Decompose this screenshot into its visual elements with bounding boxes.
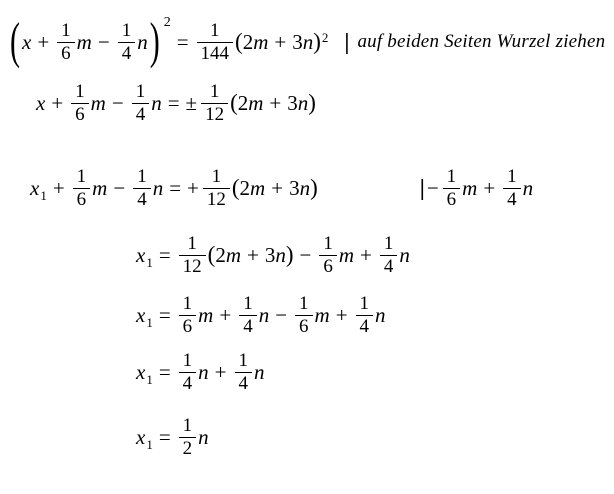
fraction-denominator: 6: [295, 315, 313, 337]
index-subscript: 1: [146, 371, 153, 387]
math-variable: n: [275, 242, 286, 267]
math-variable: x: [36, 90, 46, 115]
big-open-paren-glyph: (: [10, 13, 20, 70]
math-variable: n: [258, 302, 270, 327]
math-variable: m: [198, 302, 214, 327]
close-paren: ): [308, 90, 316, 115]
math-fraction: [503, 167, 521, 210]
fraction-numerator: 1: [135, 80, 146, 102]
big-close-paren: [148, 13, 171, 70]
math-variable: [136, 360, 153, 385]
math-variable: m: [225, 242, 242, 267]
index-subscript: 1: [40, 187, 47, 203]
equation-line-6: [136, 346, 614, 398]
fraction-denominator: 4: [380, 255, 398, 277]
fraction-numerator: 1: [359, 292, 370, 314]
math-fraction: [118, 21, 136, 64]
math-variable: m: [92, 175, 108, 200]
math-variable-text: x: [136, 302, 146, 327]
fraction-numerator: 1: [209, 80, 220, 102]
math-operator: +: [335, 302, 348, 327]
fraction-numerator: 1: [75, 80, 85, 102]
fraction-denominator: 12: [179, 255, 206, 277]
math-fraction: [73, 167, 91, 210]
fraction-numerator: 1: [210, 19, 220, 41]
fraction-denominator: 4: [239, 315, 257, 337]
math-variable: n: [198, 424, 209, 449]
math-sign: −: [426, 175, 439, 200]
math-variable: n: [522, 175, 534, 200]
close-paren: ): [310, 175, 318, 200]
math-variable: n: [198, 359, 209, 384]
big-close-paren-glyph: ): [149, 13, 160, 70]
math-number: 2: [237, 90, 249, 115]
equation-line-1: [8, 13, 614, 71]
math-variable: m: [462, 175, 478, 200]
math-variable: m: [250, 175, 266, 200]
math-variable: n: [399, 242, 410, 267]
fraction-numerator: 1: [323, 232, 333, 254]
fraction-numerator: 1: [76, 165, 87, 187]
math-variable: x: [22, 29, 32, 54]
math-operator: =: [167, 90, 180, 115]
fraction-numerator: 1: [137, 165, 147, 187]
fraction-numerator: 1: [211, 165, 222, 187]
math-operator: =: [158, 359, 171, 384]
math-sign: +: [187, 175, 199, 200]
math-operator: −: [299, 242, 312, 267]
fraction-denominator: 6: [73, 188, 91, 210]
math-operator: +: [483, 175, 496, 200]
math-variable-text: x: [136, 359, 146, 384]
fraction-numerator: 1: [243, 292, 253, 314]
math-fraction: [179, 351, 197, 394]
math-operator: +: [37, 29, 50, 54]
math-fraction: [57, 21, 75, 64]
fraction-denominator: 6: [179, 315, 197, 337]
math-variable: n: [254, 359, 265, 384]
math-operator: +: [52, 175, 65, 200]
math-fraction: [235, 351, 253, 394]
math-variable: n: [151, 90, 162, 115]
fraction-denominator: 12: [203, 188, 230, 210]
math-variable-text: x: [136, 242, 146, 267]
exponent-superscript: 2: [321, 30, 329, 45]
equation-line-3: [30, 162, 614, 214]
fraction-denominator: 4: [356, 315, 374, 337]
math-operator: =: [158, 302, 171, 327]
equation-line-4: [136, 229, 614, 281]
math-fraction: [380, 234, 398, 277]
math-variable: n: [297, 90, 309, 115]
math-variable: m: [248, 90, 264, 115]
fraction-denominator: 4: [133, 188, 151, 210]
math-fraction: [295, 294, 313, 337]
math-operator: −: [275, 302, 288, 327]
math-variable: n: [299, 175, 311, 200]
math-operator: +: [360, 242, 372, 267]
fraction-denominator: 4: [503, 188, 521, 210]
fraction-denominator: 6: [443, 188, 461, 210]
open-paren: (: [230, 90, 238, 115]
index-subscript: 1: [146, 436, 153, 452]
fraction-denominator: 4: [132, 103, 150, 125]
math-variable: n: [375, 302, 386, 327]
fraction-denominator: 144: [197, 42, 234, 64]
math-variable-text: x: [136, 424, 146, 449]
condition-bar-icon: |: [419, 175, 425, 200]
fraction-denominator: 2: [179, 437, 197, 459]
math-fraction: [203, 167, 230, 210]
fraction-denominator: 6: [319, 255, 337, 277]
math-fraction: [356, 294, 374, 337]
equation-line-5: [136, 289, 614, 341]
math-operator: =: [158, 242, 171, 267]
math-fraction: [71, 82, 89, 125]
close-paren: ): [285, 242, 294, 267]
math-variable: m: [338, 242, 355, 267]
math-variable: [136, 303, 153, 328]
fraction-numerator: 1: [182, 414, 193, 436]
math-fraction: [319, 234, 337, 277]
math-operator: +: [274, 29, 287, 54]
math-variable: [30, 176, 47, 201]
condition-bar-icon: |: [344, 29, 350, 54]
math-operator: +: [214, 359, 227, 384]
fraction-numerator: 1: [299, 292, 309, 314]
open-paren: (: [235, 29, 243, 54]
math-operator: +: [269, 90, 282, 115]
open-paren: (: [207, 242, 216, 267]
math-operator: =: [176, 29, 189, 54]
math-fraction: [179, 294, 197, 337]
math-number: 2: [239, 175, 251, 200]
math-variable: n: [302, 29, 314, 54]
math-fraction: [201, 82, 228, 125]
equation-line-7: [136, 411, 614, 463]
fraction-numerator: 1: [446, 165, 457, 187]
fraction-numerator: 1: [507, 165, 517, 187]
math-operator: +: [247, 242, 259, 267]
fraction-denominator: 4: [179, 372, 197, 394]
math-variable: m: [253, 29, 269, 54]
close-paren-text: ): [313, 29, 321, 54]
math-variable: [136, 243, 153, 268]
fraction-denominator: 6: [57, 42, 75, 64]
fraction-numerator: 1: [187, 232, 197, 254]
math-fraction: [132, 82, 150, 125]
fraction-denominator: 4: [235, 372, 253, 394]
fraction-denominator: 6: [71, 103, 89, 125]
fraction-numerator: 1: [383, 232, 394, 254]
math-variable: n: [137, 29, 148, 54]
math-fraction: [443, 167, 461, 210]
index-subscript: 1: [146, 254, 153, 270]
fraction-numerator: 1: [61, 19, 71, 41]
math-variable: n: [152, 175, 164, 200]
math-fraction: [133, 167, 151, 210]
equation-line-2: [36, 77, 614, 129]
fraction-denominator: 12: [201, 103, 228, 125]
math-operator: +: [271, 175, 284, 200]
close-paren: [313, 29, 328, 55]
math-operator: −: [97, 29, 110, 54]
math-sign: ±: [185, 90, 198, 115]
math-operator: +: [51, 90, 64, 115]
math-number: 2: [215, 242, 226, 267]
math-number: 3: [287, 90, 298, 115]
math-fraction: [239, 294, 257, 337]
fraction-numerator: 1: [238, 349, 249, 371]
math-variable: m: [90, 90, 106, 115]
math-variable: m: [76, 29, 92, 54]
math-variable: m: [314, 302, 330, 327]
math-number: 3: [292, 29, 303, 54]
math-document: [0, 13, 614, 494]
math-operator: −: [111, 90, 124, 115]
math-variable: [136, 425, 153, 450]
index-subscript: 1: [146, 314, 153, 330]
math-number: 3: [289, 175, 300, 200]
math-fraction: [179, 234, 206, 277]
math-variable-text: x: [30, 175, 40, 200]
exponent-superscript: 2: [163, 15, 171, 30]
annotation-text: auf beiden Seiten Wurzel ziehen: [357, 31, 606, 52]
math-operator: =: [158, 424, 171, 449]
math-fraction: [197, 21, 234, 64]
math-operator: =: [169, 175, 182, 200]
math-number: 3: [264, 242, 276, 267]
big-open-paren: [8, 13, 22, 70]
math-fraction: [179, 416, 197, 459]
fraction-numerator: 1: [182, 292, 193, 314]
math-operator: −: [113, 175, 126, 200]
fraction-numerator: 1: [121, 19, 132, 41]
math-operator: +: [219, 302, 232, 327]
fraction-denominator: 4: [118, 42, 136, 64]
fraction-numerator: 1: [182, 349, 193, 371]
open-paren: (: [231, 175, 240, 200]
math-number: 2: [242, 29, 254, 54]
